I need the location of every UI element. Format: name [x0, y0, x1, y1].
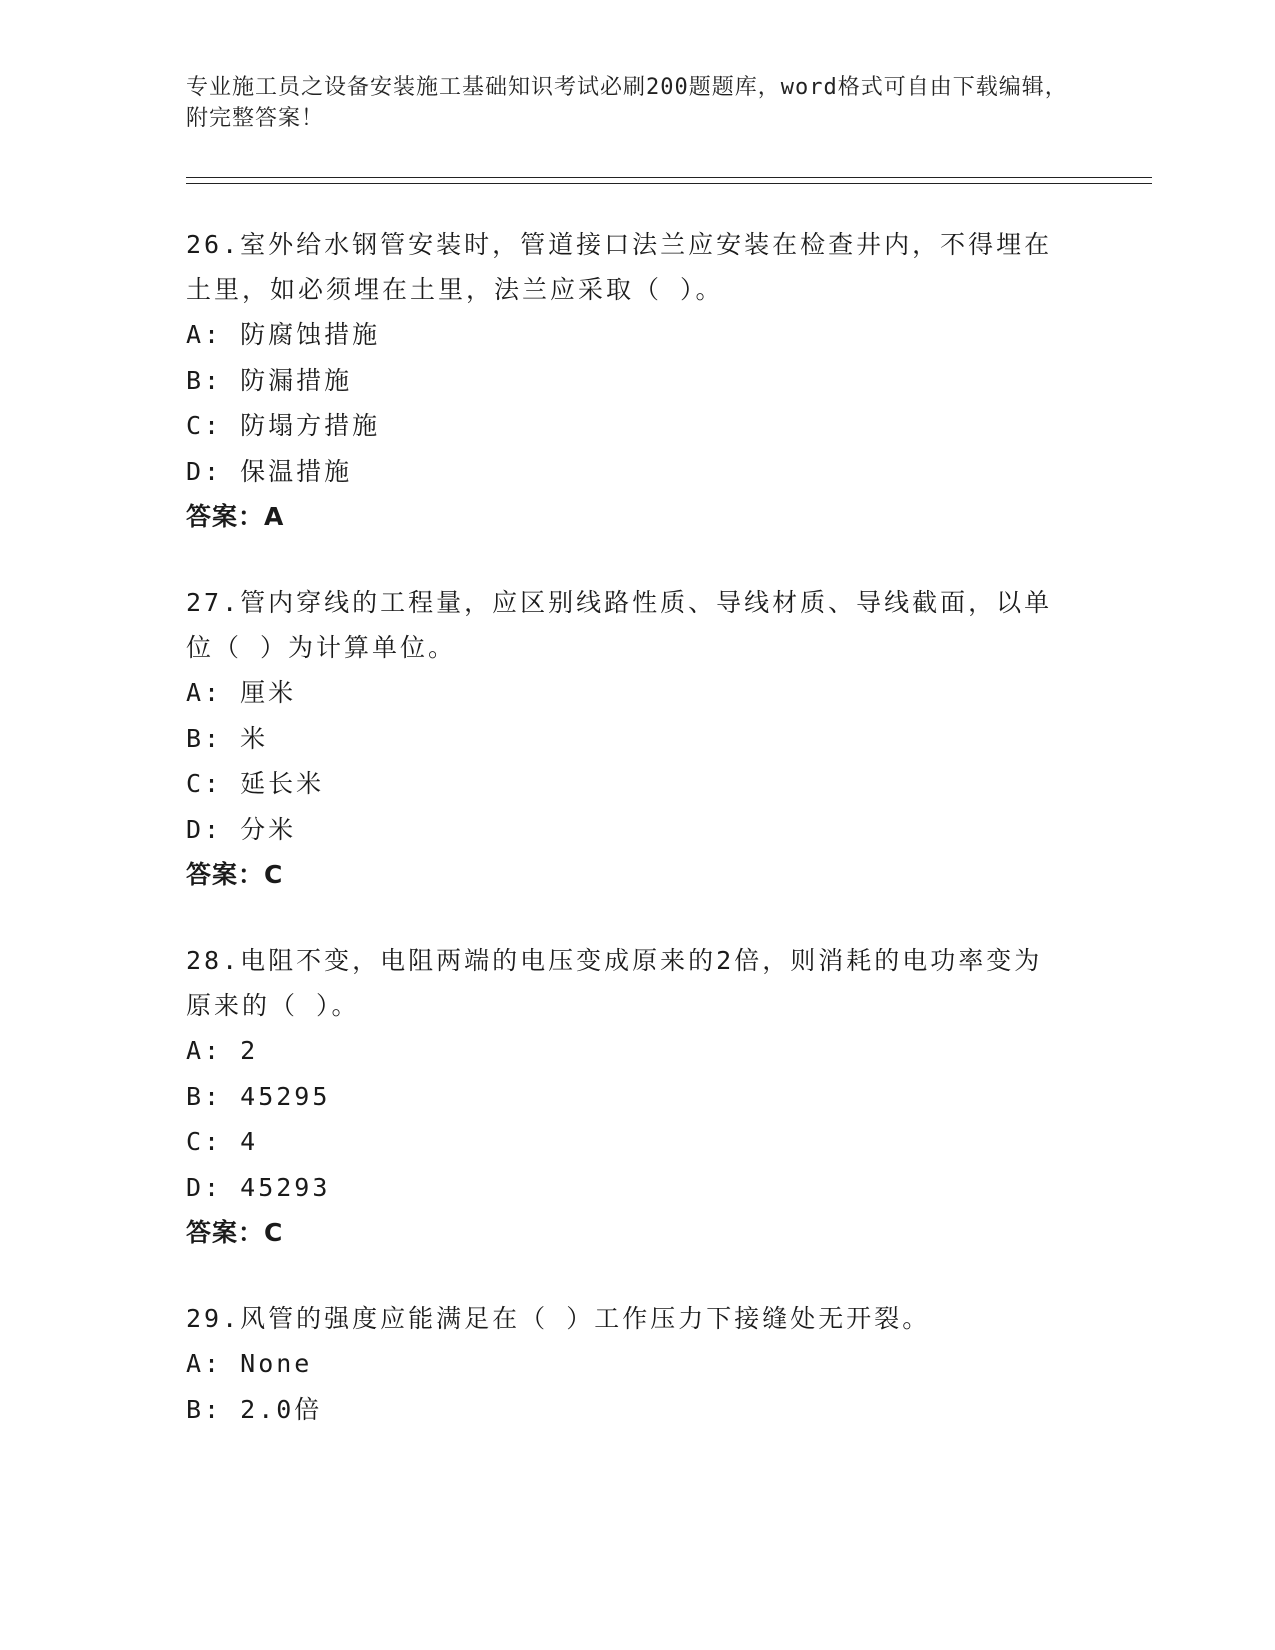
option-a: A: None — [186, 1349, 313, 1378]
option-d: D: 分米 — [186, 814, 297, 844]
header-divider — [186, 177, 1152, 184]
question-text: 29.风管的强度应能满足在（ ）工作压力下接缝处无开裂。 — [186, 1304, 931, 1333]
question-27 — [186, 580, 1066, 897]
option-d: D: 保温措施 — [186, 456, 353, 486]
answer: 答案：C — [186, 860, 284, 889]
document-header: 专业施工员之设备安装施工基础知识考试必刷200题题库，word格式可自由下载编辑，附完整答案！ — [186, 75, 1068, 131]
option-b: B: 45295 — [186, 1081, 331, 1111]
option-c: C: 延长米 — [186, 769, 325, 798]
option-a: A: 防腐蚀措施 — [186, 320, 381, 349]
option-c: C: 防塌方措施 — [186, 411, 381, 440]
question-text: 28.电阻不变，电阻两端的电压变成原来的2倍，则消耗的电功率变为原来的（ ）。 — [186, 946, 1043, 1020]
question-text: 26.室外给水钢管安装时，管道接口法兰应安装在检查井内，不得埋在土里，如必须埋在土里，法兰应采取（ ）。 — [186, 230, 1053, 304]
option-b: B: 2.0倍 — [186, 1394, 323, 1424]
option-a: A: 厘米 — [186, 678, 297, 707]
option-a: A: 2 — [186, 1036, 259, 1065]
question-29 — [186, 1296, 1066, 1432]
option-b: B: 防漏措施 — [186, 365, 353, 395]
answer: 答案：A — [186, 502, 285, 531]
question-text: 27.管内穿线的工程量，应区别线路性质、导线材质、导线截面，以单位（ ）为计算单位。 — [186, 588, 1053, 662]
option-b: B: 米 — [186, 723, 269, 753]
answer: 答案：C — [186, 1218, 284, 1247]
option-c: C: 4 — [186, 1127, 259, 1156]
option-d: D: 45293 — [186, 1172, 331, 1202]
question-26 — [186, 222, 1066, 539]
question-28 — [186, 938, 1066, 1255]
